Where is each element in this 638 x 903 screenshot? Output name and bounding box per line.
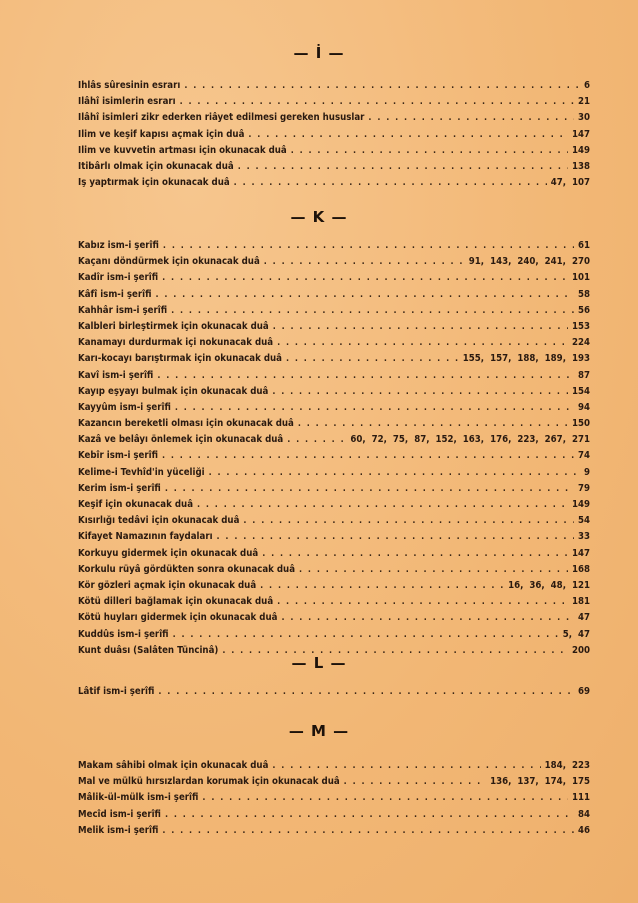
leader-dots: [248, 130, 568, 140]
leader-dots: [291, 146, 568, 156]
leader-dots: [272, 387, 568, 397]
leader-dots: [272, 761, 540, 771]
entry-pages: 149: [571, 144, 590, 156]
section-l-entries: [78, 686, 590, 702]
entry-term: İlim ve kuvvetin artması için okunacak duâ: [78, 144, 287, 156]
index-entry: [78, 305, 590, 321]
entry-pages: 56: [577, 304, 590, 316]
entry-term: Korkulu rüyâ gördükten sonra okunacak duâ: [78, 563, 296, 575]
leader-dots: [262, 549, 568, 559]
entry-term: İlâhî isimleri zikr ederken riâyet edilmesi gereken hususlar: [78, 112, 365, 124]
leader-dots: [171, 306, 574, 316]
entry-term: Kadîr ism-i şerîfi: [78, 272, 159, 284]
index-entry: [78, 515, 590, 531]
entry-term: Mal ve mülkü hırsızlardan korumak için okunacak duâ: [78, 776, 340, 788]
index-entry: [78, 531, 590, 547]
entry-pages: 184, 223: [544, 760, 590, 771]
leader-dots: [277, 338, 568, 348]
entry-term: Kifayet Namazının faydaları: [78, 531, 213, 543]
entry-pages: 154: [571, 385, 590, 397]
leader-dots: [286, 354, 459, 364]
index-entry: [78, 825, 590, 841]
entry-pages: 181: [571, 596, 590, 608]
index-entry: [78, 760, 590, 776]
entry-term: Mecîd ism-i şerîfi: [78, 808, 161, 820]
section-heading-k: — K —: [290, 208, 348, 226]
section-heading-m: — M —: [288, 722, 350, 740]
index-entry: [78, 370, 590, 386]
entry-pages: 60, 72, 75, 87, 152, 163, 176, 223, 267, 271: [350, 434, 590, 446]
entry-pages: 30: [577, 112, 590, 124]
section-i-entries: [78, 80, 590, 193]
index-entry: [78, 96, 590, 112]
entry-term: Mâlik-ül-mülk ism-i şerîfi: [78, 792, 199, 804]
entry-pages: 224: [571, 337, 590, 349]
section-m-entries: [78, 760, 590, 841]
entry-pages: 138: [571, 160, 590, 172]
leader-dots: [287, 435, 346, 445]
index-entry: [78, 450, 590, 466]
entry-term: Kalbleri birleştirmek için okunacak duâ: [78, 320, 269, 332]
index-entry: [78, 161, 590, 177]
section-k-entries: [78, 240, 590, 661]
leader-dots: [368, 113, 574, 123]
entry-term: İş yaptırmak için okunacak duâ: [78, 177, 230, 189]
index-entry: [78, 240, 590, 256]
entry-term: Kahhâr ism-i şerîfi: [78, 304, 168, 316]
entry-term: Kerim ism-i şerîfi: [78, 482, 161, 494]
leader-dots: [298, 419, 568, 429]
index-entry: [78, 629, 590, 645]
entry-term: Kaçanı döndürmek için okunacak duâ: [78, 256, 260, 268]
entry-pages: 150: [571, 418, 590, 430]
entry-pages: 84: [577, 808, 590, 820]
index-entry: [78, 776, 590, 792]
entry-pages: 9: [583, 466, 590, 478]
index-entry: [78, 337, 590, 353]
leader-dots: [264, 257, 465, 267]
entry-term: Kelime-i Tevhîd'in yüceliği: [78, 466, 205, 478]
entry-pages: 136, 137, 174, 175: [490, 776, 590, 788]
leader-dots: [165, 484, 574, 494]
entry-term: İlâhî isimlerin esrarı: [78, 96, 176, 108]
index-entry: [78, 80, 590, 96]
leader-dots: [163, 241, 574, 251]
index-entry: [78, 402, 590, 418]
leader-dots: [243, 516, 574, 526]
entry-term: Kısırlığı tedâvi için okunacak duâ: [78, 515, 240, 527]
entry-pages: 5, 47: [562, 628, 590, 640]
section-heading-l: — L —: [291, 654, 347, 672]
leader-dots: [157, 371, 574, 381]
leader-dots: [165, 810, 574, 820]
leader-dots: [260, 581, 504, 591]
index-entry: [78, 434, 590, 450]
entry-pages: 6: [583, 80, 590, 91]
index-entry: [78, 177, 590, 193]
index-entry: [78, 272, 590, 288]
index-entry: [78, 548, 590, 564]
index-entry: [78, 289, 590, 305]
leader-dots: [162, 826, 574, 836]
index-entry: [78, 418, 590, 434]
entry-pages: 21: [577, 96, 590, 108]
index-entry: [78, 483, 590, 499]
leader-dots: [197, 500, 568, 510]
index-entry: [78, 686, 590, 702]
entry-pages: 47: [577, 612, 590, 624]
index-entry: [78, 612, 590, 628]
entry-pages: 61: [577, 240, 590, 251]
index-entry: [78, 353, 590, 369]
entry-pages: 200: [571, 644, 590, 656]
leader-dots: [173, 630, 559, 640]
entry-term: Lâtif ism-i şerîfi: [78, 686, 155, 697]
leader-dots: [180, 97, 574, 107]
leader-dots: [273, 322, 568, 332]
entry-pages: 147: [571, 547, 590, 559]
index-entry: [78, 499, 590, 515]
entry-term: İtibârlı olmak için okunacak duâ: [78, 160, 234, 172]
entry-term: İlim ve keşif kapısı açmak için duâ: [78, 128, 245, 140]
index-entry: [78, 145, 590, 161]
entry-term: Kötü dilleri bağlamak için okunacak duâ: [78, 596, 274, 608]
leader-dots: [155, 290, 574, 300]
entry-term: Kavî ism-i şerîfi: [78, 369, 154, 381]
entry-term: Korkuyu gidermek için okunacak duâ: [78, 547, 259, 559]
entry-pages: 47, 107: [550, 177, 590, 189]
entry-pages: 94: [577, 401, 590, 413]
leader-dots: [217, 532, 574, 542]
index-entry: [78, 112, 590, 128]
entry-term: Makam sâhibi olmak için okunacak duâ: [78, 760, 269, 771]
index-entry: [78, 256, 590, 272]
entry-pages: 87: [577, 369, 590, 381]
entry-term: Keşif için okunacak duâ: [78, 499, 194, 510]
index-entry: [78, 129, 590, 145]
entry-pages: 16, 36, 48, 121: [508, 579, 590, 591]
entry-pages: 147: [571, 128, 590, 140]
entry-pages: 33: [577, 531, 590, 543]
leader-dots: [344, 777, 486, 787]
entry-term: İhlâs sûresinin esrarı: [78, 80, 181, 91]
entry-term: Kâfî ism-i şerîfi: [78, 288, 152, 300]
entry-term: Melik ism-i şerîfi: [78, 824, 159, 836]
entry-pages: 153: [571, 320, 590, 332]
entry-term: Kazancın bereketli olması için okunacak duâ: [78, 418, 294, 430]
entry-term: Kanamayı durdurmak içi nokunacak duâ: [78, 337, 274, 349]
entry-pages: 79: [577, 482, 590, 494]
leader-dots: [209, 468, 580, 478]
index-entry: [78, 792, 590, 808]
entry-term: Kebîr ism-i şerîfi: [78, 450, 159, 462]
entry-pages: 91, 143, 240, 241, 270: [468, 256, 590, 268]
leader-dots: [202, 793, 568, 803]
index-entry: [78, 564, 590, 580]
index-entry: [78, 467, 590, 483]
section-heading-i: — İ —: [293, 44, 345, 62]
entry-term: Kayıp eşyayı bulmak için okunacak duâ: [78, 385, 269, 397]
leader-dots: [299, 565, 568, 575]
leader-dots: [234, 178, 547, 188]
entry-pages: 168: [571, 563, 590, 575]
entry-pages: 101: [571, 272, 590, 284]
entry-pages: 149: [571, 499, 590, 510]
entry-term: Karı-kocayı barıştırmak için okunacak duâ: [78, 353, 282, 365]
entry-term: Kör gözleri açmak için okunacak duâ: [78, 579, 257, 591]
entry-term: Kötü huyları gidermek için okunacak duâ: [78, 612, 278, 624]
entry-pages: 111: [571, 792, 590, 804]
leader-dots: [281, 613, 574, 623]
entry-term: Kayyûm ism-i şerîfi: [78, 401, 171, 413]
leader-dots: [175, 403, 574, 413]
leader-dots: [184, 81, 580, 91]
leader-dots: [162, 273, 568, 283]
entry-pages: 46: [577, 824, 590, 836]
index-entry: [78, 596, 590, 612]
leader-dots: [238, 162, 568, 172]
entry-pages: 69: [577, 686, 590, 697]
leader-dots: [158, 687, 574, 697]
entry-pages: 155, 157, 188, 189, 193: [462, 353, 590, 365]
leader-dots: [162, 451, 574, 461]
entry-term: Kabız ism-i şerîfi: [78, 240, 159, 251]
index-entry: [78, 321, 590, 337]
index-entry: [78, 386, 590, 402]
entry-pages: 58: [577, 288, 590, 300]
entry-pages: 54: [577, 515, 590, 527]
entry-term: Kazâ ve belâyı önlemek için okunacak duâ: [78, 434, 284, 446]
index-entry: [78, 809, 590, 825]
index-entry: [78, 580, 590, 596]
entry-term: Kunt duâsı (Salâten Tüncinâ): [78, 644, 219, 656]
entry-term: Kuddûs ism-i şerîfi: [78, 628, 169, 640]
leader-dots: [277, 597, 568, 607]
entry-pages: 74: [577, 450, 590, 462]
